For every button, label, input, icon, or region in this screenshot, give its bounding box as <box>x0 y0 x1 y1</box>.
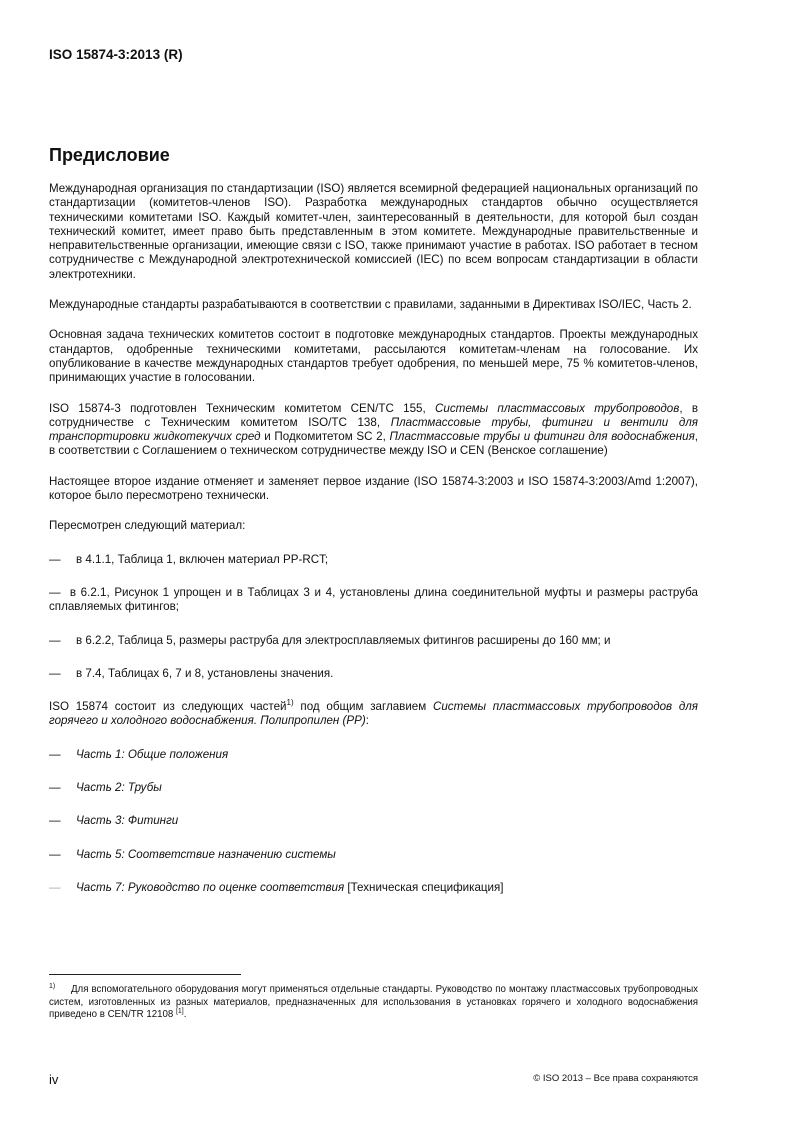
document-id-header: ISO 15874-3:2013 (R) <box>49 47 183 62</box>
copyright-notice: © ISO 2013 – Все права сохраняются <box>533 1073 698 1084</box>
footnote-reference: 1) <box>286 698 294 708</box>
revision-item: — в 6.2.1, Рисунок 1 упрощен и в Таблицах 3 и 4, установлены длина соединительной муфты и размеры раструба сплавляемых фитингов; <box>49 585 698 614</box>
part-item: — Часть 2: Трубы <box>49 781 162 795</box>
part-item: — Часть 3: Фитинги <box>49 814 179 828</box>
paragraph-committees: Основная задача технических комитетов состоит в подготовке международных стандартов. Проекты международных стандартов, одобренные техническими комитетами, рассылаются комитетам-членам на голосование. Их опубликование в качестве международных стандартов требует одобрения, по меньшей мере, 75 % комитетов-членов, принимающих участие в голосовании. <box>49 328 698 385</box>
part-item: — Часть 7: Руководство по оценке соответствия [Техническая спецификация] <box>49 880 504 894</box>
paragraph-directives: Международные стандарты разрабатываются в соответствии с правилами, заданными в Директивах ISO/IEC, Часть 2. <box>49 298 692 312</box>
part-item: — Часть 1: Общие положения <box>49 747 229 761</box>
paragraph-revised-material: Пересмотрен следующий материал: <box>49 519 246 533</box>
page-title: Предисловие <box>49 145 170 165</box>
revision-item: — в 4.1.1, Таблица 1, включен материал PP-RCT; <box>49 552 329 566</box>
paragraph-edition: Настоящее второе издание отменяет и заменяет первое издание (ISO 15874-3:2003 и ISO 15874-3:2003/Amd 1:2007), которое было пересмотрено технически. <box>49 474 698 503</box>
paragraph-iso-intro: Международная организация по стандартизации (ISO) является всемирной федерацией национальных организаций по стандартизации (комитетов-членов ISO). Разработка международных стандартов обычно осуществляется техническими комитетами ISO. Каждый комитет-член, заинтересованный в деятельности, для которой был создан технический комитет, имеет право быть представленным в этом комитете. Международные правительственные и неправительственные организации, имеющие связи с ISO, также принимают участие в работах. ISO работает в тесном сотрудничестве с Международной электротехнической комиссией (IEC) по всем вопросам стандартизации в области электротехники. <box>49 182 698 281</box>
page-number: iv <box>49 1072 59 1087</box>
paragraph-parts-intro: ISO 15874 состоит из следующих частей$^{1)}$ под общим заглавием Системы пластмассовых трубопроводов для горячего и холодного водоснабжения. Полипропилен (PP): <box>49 698 698 728</box>
foreword-body <box>49 182 698 914</box>
revision-item: — в 7.4, Таблицах 6, 7 и 8, установлены значения. <box>49 666 334 680</box>
bibliography-ref: [1] <box>175 1008 184 1016</box>
footnote: $^{1)}$ Для вспомогательного оборудования могут применяться отдельные стандарты. Руководство по монтажу пластмассовых трубопроводных систем, изготовленных из разных материалов, предназначенных для использования в установках горячего и холодного водоснабжения приведено в CEN/TR 12108 [1]. <box>49 983 698 1021</box>
revision-item: — в 6.2.2, Таблица 5, размеры раструба для электросплавляемых фитингов расширены до 160 мм; и <box>49 633 611 647</box>
paragraph-prepared-by: ISO 15874-3 подготовлен Техническим комитетом CEN/TC 155, Системы пластмассовых трубопроводов, в сотрудничестве с Техническим комитетом ISO/TC 138, Пластмассовые трубы, фитинги и вентили для транспортировки жидкотекучих сред и Подкомитетом SC 2, Пластмассовые трубы и фитинги для водоснабжения, в соответствии с Соглашением о техническом сотрудничестве между ISO и CEN (Венское соглашение) <box>49 401 699 458</box>
part-item: — Часть 5: Соответствие назначению системы <box>49 847 336 861</box>
footnote-separator <box>49 974 241 975</box>
